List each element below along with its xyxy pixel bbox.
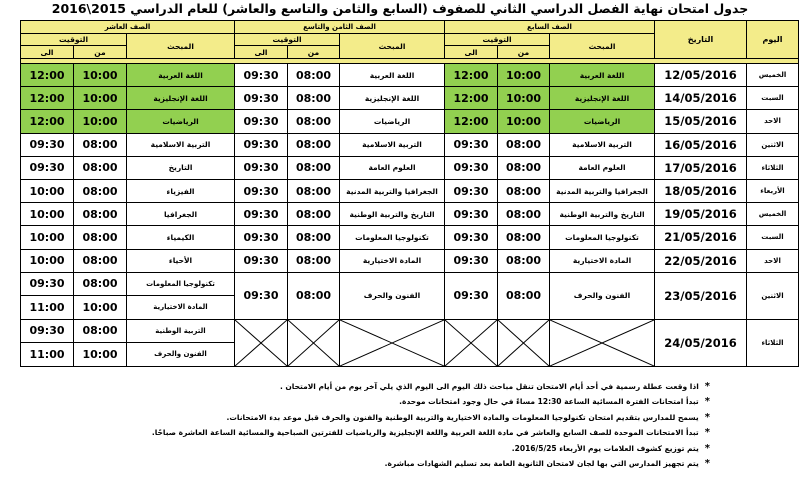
subject-cell: الأحياء: [127, 249, 235, 272]
time-from-cell: 10:00: [74, 343, 127, 367]
header-timing: التوقيت: [445, 34, 550, 46]
header-grade-8-9: الصف الثامن والتاسع: [235, 21, 445, 34]
subject-cell: التربية الاسلامية: [127, 133, 235, 156]
time-from-cell: 08:00: [498, 249, 550, 272]
time-to-cell: 10:00: [21, 179, 74, 202]
time-from-cell: 10:00: [74, 64, 127, 87]
subject-cell: العلوم العامة: [550, 156, 655, 179]
date-cell: 16/05/2016: [655, 133, 747, 156]
header-to: الى: [235, 46, 288, 59]
note-item: *يسمح للمدارس بتقديم امتحان تكنولوجيا المعلومات والمادة الاختيارية والتربية الوطنية والفنون والحرف قبل موعد بدء الامتحانات.: [226, 411, 710, 423]
header-subject: المبحث: [127, 34, 235, 59]
date-cell: 14/05/2016: [655, 87, 747, 110]
subject-cell: التربية الاسلامية: [550, 133, 655, 156]
header-from: من: [498, 46, 550, 59]
subject-cell: الرياضيات: [340, 110, 445, 133]
time-from-cell: 08:00: [288, 87, 340, 110]
subject-cell: الفنون والحرف: [550, 272, 655, 319]
time-from-cell: 08:00: [498, 226, 550, 249]
table-row: [21, 64, 799, 87]
crossed-out-cell: [445, 319, 498, 366]
time-from-cell: 08:00: [288, 203, 340, 226]
time-to-cell: 09:30: [21, 319, 74, 343]
time-from-cell: 08:00: [74, 179, 127, 202]
subject-cell: المادة الاختيارية: [340, 249, 445, 272]
time-from-cell: 08:00: [74, 249, 127, 272]
time-to-cell: 09:30: [21, 272, 74, 296]
subject-cell: اللغة الإنجليزية: [340, 87, 445, 110]
crossed-out-cell: [288, 319, 340, 366]
time-to-cell: 12:00: [21, 110, 74, 133]
time-from-cell: 08:00: [288, 179, 340, 202]
time-to-cell: 09:30: [21, 133, 74, 156]
table-row: [21, 156, 799, 179]
note-item: *تبدأ امتحانات الفترة المسائية الساعة 12:30 مساءً في حال وجود امتحانات موحدة.: [399, 396, 710, 408]
subject-cell: اللغة العربية: [127, 64, 235, 87]
subject-cell: المادة الاختيارية: [127, 296, 235, 320]
time-to-cell: 10:00: [21, 226, 74, 249]
time-to-cell: 09:30: [445, 156, 498, 179]
note-item: *يتم توزيع كشوف العلامات يوم الأربعاء 2016/5/25.: [511, 442, 710, 454]
time-from-cell: 10:00: [74, 87, 127, 110]
time-to-cell: 09:30: [235, 87, 288, 110]
crossed-out-cell: [340, 319, 445, 366]
header-subject: المبحث: [340, 34, 445, 59]
table-row: [21, 87, 799, 110]
time-to-cell: 11:00: [21, 343, 74, 367]
header-grade-10: الصف العاشر: [21, 21, 235, 34]
table-row: [21, 110, 799, 133]
day-cell: الاثنين: [747, 272, 799, 319]
date-cell: 23/05/2016: [655, 272, 747, 319]
subject-cell: الجغرافيا والتربية المدنية: [550, 179, 655, 202]
time-from-cell: 10:00: [74, 296, 127, 320]
time-from-cell: 08:00: [288, 110, 340, 133]
subject-cell: الرياضيات: [127, 110, 235, 133]
day-cell: الأربعاء: [747, 179, 799, 202]
subject-cell: العلوم العامة: [340, 156, 445, 179]
table-row: [21, 249, 799, 272]
page-title: جدول امتحان نهاية الفصل الدراسي الثاني للصفوف (السابع والثامن والتاسع والعاشر) للعام الدراسي 2015\2016: [51, 1, 749, 16]
subject-cell: الجغرافيا والتربية المدنية: [340, 179, 445, 202]
time-from-cell: 10:00: [74, 110, 127, 133]
time-from-cell: 08:00: [288, 156, 340, 179]
time-to-cell: 09:30: [235, 226, 288, 249]
time-from-cell: 10:00: [498, 87, 550, 110]
time-from-cell: 08:00: [74, 156, 127, 179]
date-cell: 15/05/2016: [655, 110, 747, 133]
subject-cell: التاريخ: [127, 156, 235, 179]
subject-cell: التربية الاسلامية: [340, 133, 445, 156]
time-to-cell: 09:30: [445, 203, 498, 226]
date-cell: 21/05/2016: [655, 226, 747, 249]
time-to-cell: 09:30: [235, 203, 288, 226]
time-from-cell: 08:00: [288, 249, 340, 272]
time-from-cell: 08:00: [288, 133, 340, 156]
subject-cell: تكنولوجيا المعلومات: [127, 272, 235, 296]
time-to-cell: 09:30: [21, 156, 74, 179]
time-from-cell: 08:00: [74, 226, 127, 249]
time-to-cell: 09:30: [445, 272, 498, 319]
time-to-cell: 09:30: [445, 133, 498, 156]
subject-cell: تكنولوجيا المعلومات: [550, 226, 655, 249]
day-cell: الخميس: [747, 64, 799, 87]
exam-schedule-table: [20, 20, 799, 367]
header-timing: التوقيت: [21, 34, 127, 46]
time-from-cell: 10:00: [498, 110, 550, 133]
table-row: [21, 133, 799, 156]
subject-cell: الكيمياء: [127, 226, 235, 249]
note-item: *يتم تجهيز المدارس التي بها لجان لامتحان الثانوية العامة بعد تسليم الشهادات مباشرة.: [384, 458, 710, 470]
subject-cell: تكنولوجيا المعلومات: [340, 226, 445, 249]
subject-cell: الفنون والحرف: [127, 343, 235, 367]
time-from-cell: 08:00: [74, 133, 127, 156]
day-cell: السبت: [747, 87, 799, 110]
subject-cell: المادة الاختيارية: [550, 249, 655, 272]
time-from-cell: 08:00: [498, 179, 550, 202]
time-from-cell: 08:00: [288, 272, 340, 319]
subject-cell: اللغة الإنجليزية: [550, 87, 655, 110]
time-to-cell: 12:00: [445, 110, 498, 133]
crossed-out-cell: [235, 319, 288, 366]
time-to-cell: 12:00: [445, 87, 498, 110]
subject-cell: التربية الوطنية: [127, 319, 235, 343]
header-day: اليوم: [747, 21, 799, 59]
header-subject: المبحث: [550, 34, 655, 59]
time-from-cell: 08:00: [74, 272, 127, 296]
time-to-cell: 09:30: [445, 249, 498, 272]
date-cell: 19/05/2016: [655, 203, 747, 226]
crossed-out-cell: [498, 319, 550, 366]
time-from-cell: 08:00: [288, 64, 340, 87]
time-to-cell: 09:30: [235, 272, 288, 319]
header-grade-7: الصف السابع: [445, 21, 655, 34]
subject-cell: الفنون والحرف: [340, 272, 445, 319]
date-cell: 17/05/2016: [655, 156, 747, 179]
table-row: [21, 272, 799, 296]
table-row: [21, 179, 799, 202]
time-from-cell: 08:00: [498, 156, 550, 179]
table-row: [21, 203, 799, 226]
time-to-cell: 12:00: [21, 64, 74, 87]
day-cell: الثلاثاء: [747, 319, 799, 366]
day-cell: الاثنين: [747, 133, 799, 156]
note-item: *اذا وقعت عطلة رسمية في أحد أيام الامتحان تنقل مباحث ذلك اليوم الى اليوم الذي يلي آخر يوم من أيام الامتحان .: [279, 381, 710, 392]
time-to-cell: 11:00: [21, 296, 74, 320]
time-from-cell: 08:00: [74, 203, 127, 226]
day-cell: الخميس: [747, 203, 799, 226]
time-from-cell: 08:00: [498, 272, 550, 319]
time-from-cell: 08:00: [288, 226, 340, 249]
time-to-cell: 09:30: [235, 156, 288, 179]
time-to-cell: 10:00: [21, 203, 74, 226]
header-timing: التوقيت: [235, 34, 340, 46]
day-cell: الاحد: [747, 110, 799, 133]
time-to-cell: 09:30: [235, 179, 288, 202]
header-to: الى: [445, 46, 498, 59]
time-from-cell: 08:00: [498, 203, 550, 226]
crossed-out-cell: [550, 319, 655, 366]
subject-cell: اللغة العربية: [340, 64, 445, 87]
time-from-cell: 10:00: [498, 64, 550, 87]
header-date: التاريخ: [655, 21, 747, 59]
subject-cell: اللغة الإنجليزية: [127, 87, 235, 110]
date-cell: 12/05/2016: [655, 64, 747, 87]
time-to-cell: 09:30: [235, 133, 288, 156]
subject-cell: الرياضيات: [550, 110, 655, 133]
time-to-cell: 12:00: [21, 87, 74, 110]
time-to-cell: 09:30: [235, 110, 288, 133]
header-from: من: [288, 46, 340, 59]
header-to: الى: [21, 46, 74, 59]
day-cell: الاحد: [747, 249, 799, 272]
day-cell: السبت: [747, 226, 799, 249]
time-from-cell: 08:00: [498, 133, 550, 156]
subject-cell: اللغة العربية: [550, 64, 655, 87]
time-to-cell: 09:30: [445, 179, 498, 202]
subject-cell: الجغرافيا: [127, 203, 235, 226]
time-to-cell: 09:30: [445, 226, 498, 249]
header-from: من: [74, 46, 127, 59]
time-from-cell: 08:00: [74, 319, 127, 343]
subject-cell: التاريخ والتربية الوطنية: [340, 203, 445, 226]
subject-cell: التاريخ والتربية الوطنية: [550, 203, 655, 226]
date-cell: 18/05/2016: [655, 179, 747, 202]
time-to-cell: 12:00: [445, 64, 498, 87]
table-row: [21, 319, 799, 343]
note-item: *تبدأ الامتحانات الموحدة للصف السابع والعاشر في مادة اللغة العربية واللغة الإنجليزية والرياضيات للفترتين الصباحية والمسائية الساعة العاشرة صباحًا.: [151, 427, 710, 439]
table-row: [21, 226, 799, 249]
time-to-cell: 09:30: [235, 64, 288, 87]
time-to-cell: 10:00: [21, 249, 74, 272]
day-cell: الثلاثاء: [747, 156, 799, 179]
date-cell: 24/05/2016: [655, 319, 747, 366]
time-to-cell: 09:30: [235, 249, 288, 272]
date-cell: 22/05/2016: [655, 249, 747, 272]
subject-cell: الفيزياء: [127, 179, 235, 202]
notes-list: [151, 379, 710, 471]
